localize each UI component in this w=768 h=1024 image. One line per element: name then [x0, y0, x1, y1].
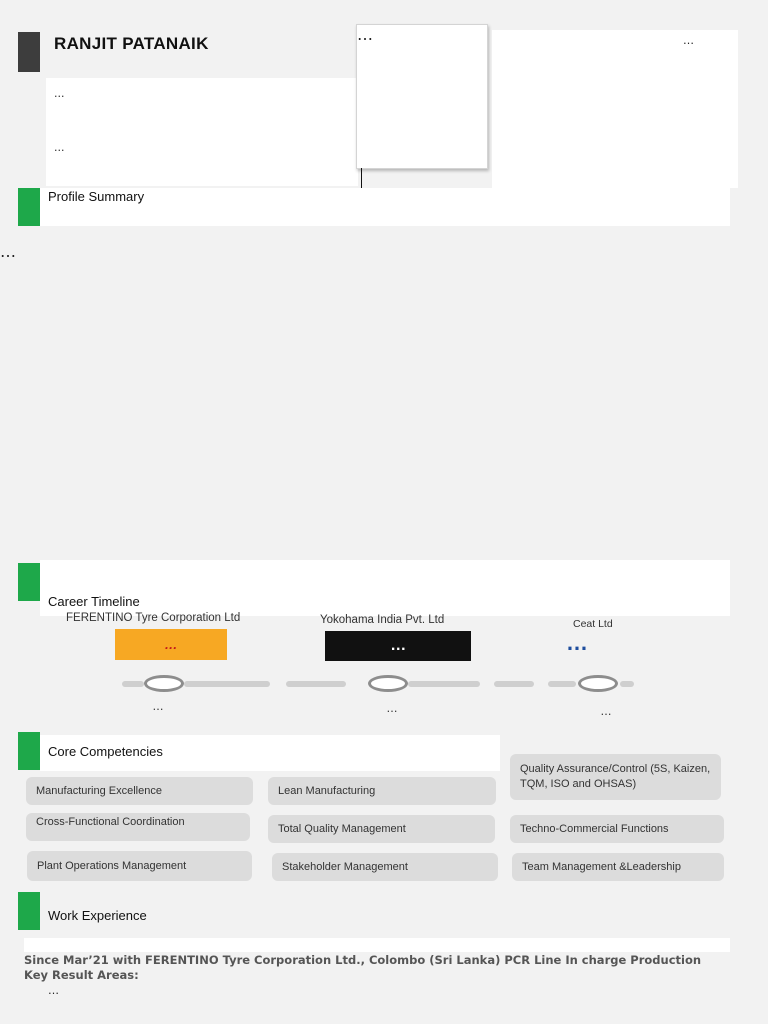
- timeline-node-ceat: [578, 675, 618, 692]
- competency-pill: Cross-Functional Coordination: [26, 813, 250, 841]
- competency-pill: Plant Operations Management: [27, 851, 252, 881]
- competency-pill: Team Management &Leadership: [512, 853, 724, 881]
- location-preference: …: [54, 142, 65, 154]
- section-title-profile-summary: Profile Summary: [48, 189, 145, 204]
- ceat-logo: …: [566, 630, 589, 655]
- section-accent-bar: [18, 563, 40, 601]
- photo-divider: [361, 168, 362, 188]
- timeline-line-segment: [286, 681, 346, 687]
- timeline-line-segment: [122, 681, 144, 687]
- section-title-career-timeline: Career Timeline: [48, 594, 140, 609]
- ferentino-logo: …: [115, 629, 227, 660]
- section-accent-bar: [18, 732, 40, 770]
- timeline-line-segment: [620, 681, 634, 687]
- timeline-node-yokohama: [368, 675, 408, 692]
- timeline-line-segment: [548, 681, 576, 687]
- company-name-ferentino: FERENTINO Tyre Corporation Ltd: [66, 612, 241, 624]
- timeline-date-yokohama: …: [386, 702, 398, 715]
- intro-text: …: [54, 88, 65, 100]
- timeline-line-segment: [494, 681, 534, 687]
- work-role-line: Since Mar’21 with FERENTINO Tyre Corporation Ltd., Colombo (Sri Lanka) PCR Line In charge Production: [24, 953, 702, 967]
- competency-pill: Quality Assurance/Control (5S, Kaizen, TQM, ISO and OHSAS): [510, 754, 721, 800]
- work-kra-heading: Key Result Areas:: [24, 968, 139, 982]
- timeline-line-segment: [408, 681, 480, 687]
- profile-photo-frame: …: [356, 24, 488, 169]
- candidate-name: RANJIT PATANAIK: [54, 34, 209, 53]
- section-accent-bar: [18, 188, 40, 226]
- timeline-node-ferentino: [144, 675, 184, 692]
- timeline-date-ceat: …: [600, 705, 612, 718]
- company-name-yokohama: Yokohama India Pvt. Ltd: [320, 614, 445, 626]
- timeline-date-ferentino: …: [152, 700, 164, 713]
- section-title-work-experience: Work Experience: [48, 908, 147, 923]
- competency-pill: Stakeholder Management: [272, 853, 498, 881]
- competency-pill: Techno-Commercial Functions: [510, 815, 724, 843]
- competency-pill: Lean Manufacturing: [268, 777, 496, 805]
- section-header-panel: [40, 560, 730, 616]
- contact-panel: [492, 30, 738, 188]
- section-accent-bar: [18, 892, 40, 930]
- profile-summary-list: …: [0, 242, 16, 261]
- header-accent-bar: [18, 32, 40, 72]
- competency-pill: Total Quality Management: [268, 815, 495, 843]
- work-header-panel: [24, 938, 730, 952]
- section-title-core-competencies: Core Competencies: [48, 744, 163, 759]
- contact-block: …: [683, 34, 694, 47]
- yokohama-logo: …: [325, 631, 471, 661]
- company-name-ceat: Ceat Ltd: [573, 618, 613, 630]
- work-bullet-item: …: [48, 984, 59, 997]
- competency-pill: Manufacturing Excellence: [26, 777, 253, 805]
- timeline-line-segment: [184, 681, 270, 687]
